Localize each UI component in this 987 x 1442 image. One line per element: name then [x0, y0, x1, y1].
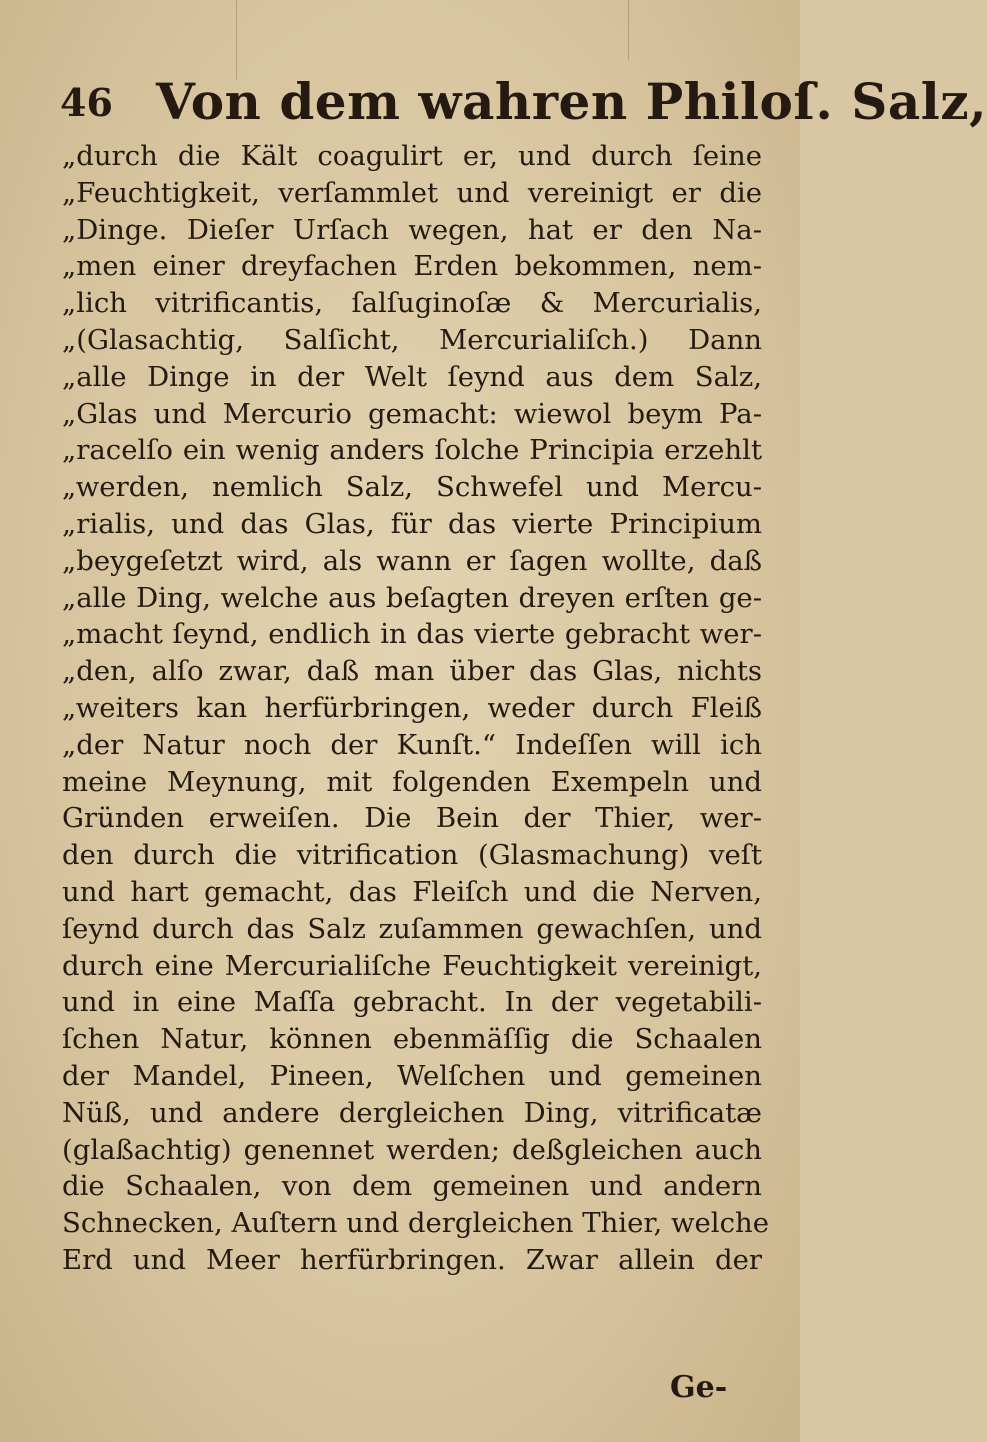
text-line: „alle Dinge in der Welt ſeynd aus dem Salz,	[62, 360, 762, 393]
catchword: Ge-	[670, 1370, 728, 1405]
text-line: die Schaalen, von dem gemeinen und andern	[62, 1170, 762, 1203]
text-line: ſchen Natur, können ebenmäſſig die Schaalen	[62, 1023, 762, 1056]
text-line: „beygeſetzt wird, als wann er ſagen wollte, daß	[62, 544, 762, 577]
text-line: Gründen erweiſen. Die Bein der Thier, wer-	[62, 802, 762, 835]
text-line: „(Glasachtig, Salſicht, Mercurialiſch.) Dann	[62, 323, 762, 356]
running-title: Von dem wahren Philoſ. Salz,	[156, 72, 987, 131]
body-text	[62, 138, 769, 1279]
text-line: „den, alſo zwar, daß man über das Glas, nichts	[62, 655, 762, 688]
text-line: der Mandel, Pineen, Welſchen und gemeinen	[62, 1059, 762, 1092]
text-line: ſeynd durch das Salz zuſammen gewachſen, und	[62, 912, 762, 945]
page-number: 46	[60, 80, 113, 125]
page-header	[60, 72, 987, 132]
text-line: „durch die Kält coagulirt er, und durch ſeine	[62, 140, 762, 172]
text-line: Schnecken, Auſtern und dergleichen Thier, welche	[62, 1207, 769, 1240]
page-edge-mark	[628, 0, 629, 60]
text-line: Nüß, und andere dergleichen Ding, vitrificatæ	[62, 1096, 762, 1129]
page-edge-mark	[236, 0, 237, 80]
text-line: „Feuchtigkeit, verſammlet und vereinigt er die	[62, 176, 762, 209]
text-line: meine Meynung, mit folgenden Exempeln und	[62, 765, 762, 798]
text-line: „Glas und Mercurio gemacht: wiewol beym Pa-	[62, 397, 762, 430]
text-line: „werden, nemlich Salz, Schwefel und Mercu-	[62, 471, 762, 504]
text-line: und in eine Maſſa gebracht. In der vegetabili-	[62, 986, 762, 1019]
text-line: „alle Ding, welche aus beſagten dreyen erſten ge-	[62, 581, 762, 614]
text-line: „racelſo ein wenig anders ſolche Principia erzehlt	[62, 434, 762, 467]
text-line: „rialis, und das Glas, für das vierte Principium	[62, 507, 762, 540]
text-line: „lich vitrificantis, ſalſuginoſæ & Mercurialis,	[62, 287, 762, 320]
text-line: „weiters kan herfürbringen, weder durch Fleiß	[62, 691, 762, 724]
text-line: „men einer dreyfachen Erden bekommen, nem-	[62, 250, 762, 283]
text-line: „macht ſeynd, endlich in das vierte gebracht wer-	[62, 618, 762, 651]
text-line: durch eine Mercurialiſche Feuchtigkeit vereinigt,	[62, 949, 762, 982]
text-line: und hart gemacht, das Fleiſch und die Nerven,	[62, 875, 762, 908]
text-line: Erd und Meer herfürbringen. Zwar allein der	[62, 1243, 762, 1276]
text-line: den durch die vitrification (Glasmachung) veſt	[62, 839, 762, 872]
text-line: „der Natur noch der Kunſt.“ Indeſſen will ich	[62, 728, 762, 761]
text-line: „Dinge. Dieſer Urſach wegen, hat er den Na-	[62, 213, 762, 246]
text-line: (glaßachtig) genennet werden; deßgleichen auch	[62, 1133, 762, 1166]
